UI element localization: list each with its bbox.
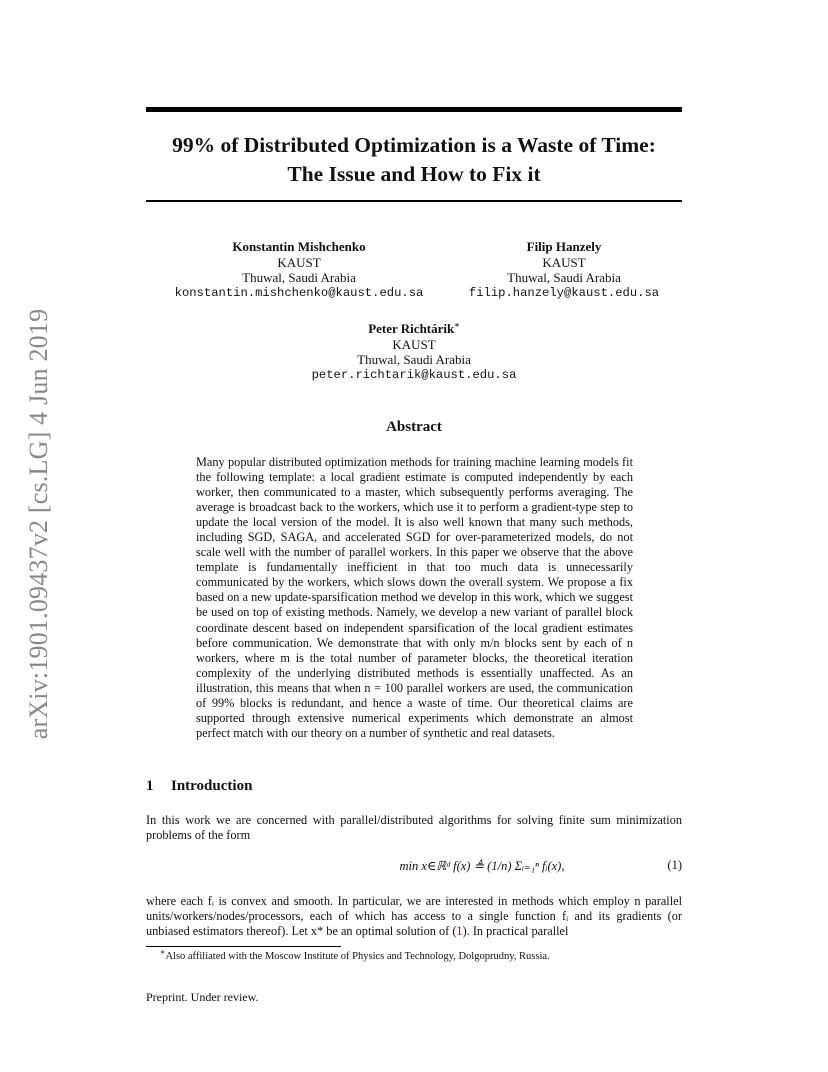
paper-title: [146, 131, 682, 189]
author-name: Peter Richtárik: [368, 321, 455, 336]
author-location: Thuwal, Saudi Arabia: [357, 352, 471, 367]
author-email[interactable]: filip.hanzely@kaust.edu.sa: [468, 285, 660, 300]
intro-paragraph-2-text: where each fᵢ is convex and smooth. In particular, we are interested in methods which employ n parallel units/workers/nodes/processors, each of which has access to a single function fᵢ and its gradients (or unbiased estimators thereof). Let x* be an optimal solution of (: [146, 894, 682, 939]
title-bottom-rule: [146, 200, 682, 202]
author-location: Thuwal, Saudi Arabia: [242, 270, 356, 285]
footnote: [160, 947, 550, 962]
author-email[interactable]: peter.richtarik@kaust.edu.sa: [311, 367, 517, 382]
author-name-wrapper: [264, 321, 564, 337]
intro-paragraph-2: [146, 894, 682, 940]
arxiv-stamp-text: arXiv:1901.09437v2 [cs.LG] 4 Jun 2019: [24, 308, 53, 740]
author-name: Filip Hanzely: [526, 239, 602, 254]
author-footnote-mark[interactable]: ∗: [454, 320, 460, 330]
author-name: Konstantin Mishchenko: [232, 239, 366, 254]
title-line-2: The Issue and How to Fix it: [287, 162, 541, 186]
author-affiliation: KAUST: [277, 254, 321, 270]
preprint-footer: Preprint. Under review.: [146, 990, 259, 1004]
author-location: Thuwal, Saudi Arabia: [507, 270, 621, 285]
intro-paragraph-1: In this work we are concerned with parallel/distributed algorithms for solving finite sum minimization problems of the form: [146, 813, 682, 843]
footnote-rule: [146, 946, 341, 947]
equation-body: min x∈ℝᵈ f(x) ≜ (1/n) Σᵢ₌₁ⁿ fᵢ(x),: [399, 859, 565, 873]
author-block-1: [146, 239, 452, 301]
footnote-mark: ∗: [160, 947, 166, 957]
intro-paragraph-2-tail: ). In practical parallel: [462, 924, 569, 939]
author-affiliation: KAUST: [392, 336, 436, 352]
title-top-rule: [146, 107, 682, 112]
title-line-1: 99% of Distributed Optimization is a Waste of Time:: [172, 133, 656, 157]
author-affiliation: KAUST: [542, 254, 586, 270]
author-email[interactable]: konstantin.mishchenko@kaust.edu.sa: [174, 285, 424, 300]
section-number: 1: [146, 778, 154, 794]
equation-number: (1): [667, 858, 682, 872]
section-title: Introduction: [171, 778, 253, 794]
author-block-3: [264, 321, 564, 383]
abstract-heading: Abstract: [386, 419, 442, 435]
author-block-2: [446, 239, 682, 301]
abstract-text: Many popular distributed optimization methods for training machine learning models fit the following template: a local gradient estimate is computed independently by each worker, then communicated to a master, which subsequently performs averaging. The average is broadcast back to the workers, which use it to perform a gradient-type step to update the local version of the model. It is also well known that many such methods, including SGD, SAGA, and accelerated SGD for over-parameterized models, do not scale well with the number of parallel workers. In this paper we observe that the above template is fundamentally inefficient in that too much data is unnecessarily communicated by the workers, which slows down the overall system. We propose a fix based on a new update-sparsification method we develop in this work, which we suggest be used on top of existing methods. Namely, we develop a new variant of parallel block coordinate descent based on independent sparsification of the local gradient estimates before communication. We demonstrate that with only m/n blocks sent by each of n workers, where m is the total number of parameter blocks, the theoretical iteration complexity of the underlying distributed methods is essentially unaffected. As an illustration, this means that when n = 100 parallel workers are used, the communication of 99% blocks is redundant, and hence a waste of time. Our theoretical claims are supported through extensive numerical experiments which demonstrate an almost perfect match with our theory on a number of synthetic and real datasets.: [196, 455, 633, 740]
section-heading: [146, 778, 252, 795]
footnote-text: Also affiliated with the Moscow Institute of Physics and Technology, Dolgoprudny, Russia.: [165, 951, 550, 962]
equation-reference-link[interactable]: 1: [456, 924, 463, 939]
equation-1: [146, 852, 682, 884]
